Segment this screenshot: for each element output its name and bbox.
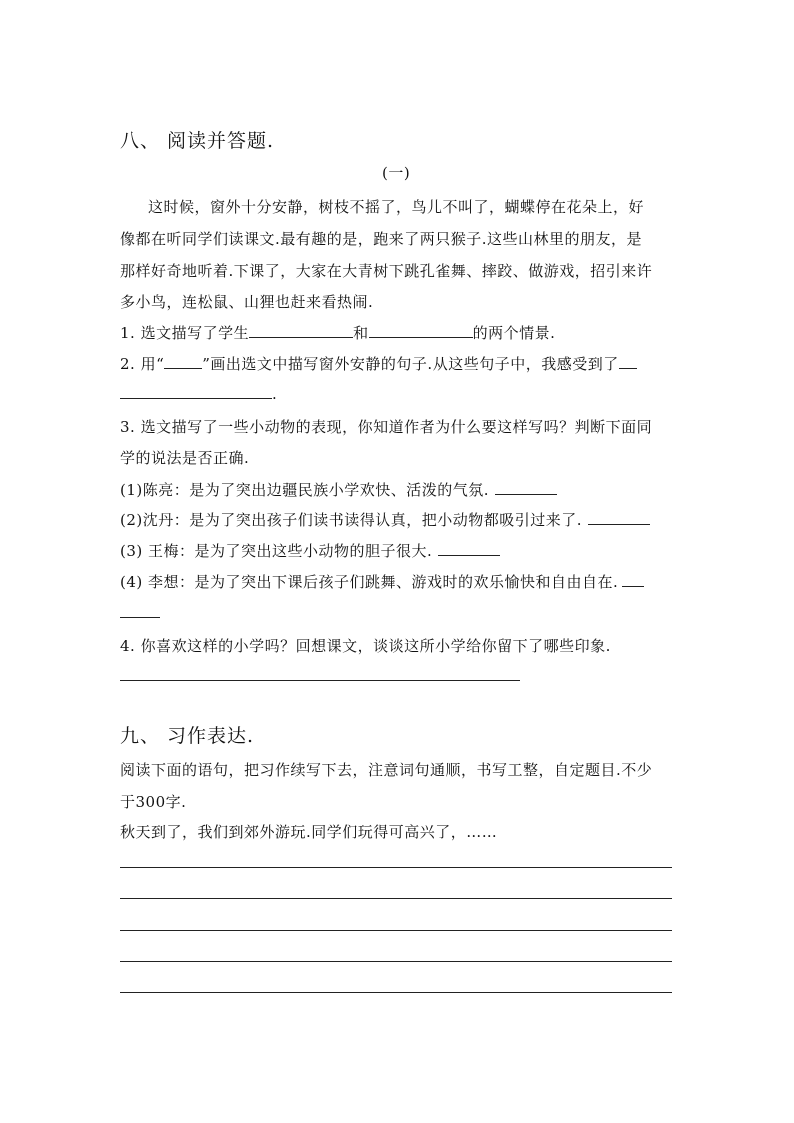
q2-mark-symbol bbox=[164, 354, 202, 369]
q2-text-b: ”画出选文中描写窗外安静的句子.从这些句子中，我感受到了 bbox=[202, 355, 619, 373]
passage-line-2: 像都在听同学们读课文.最有趣的是，跑来了两只猴子.这些山林里的朋友，是 bbox=[120, 230, 643, 248]
question-3-line-1: 3. 选文描写了一些小动物的表现，你知道作者为什么要这样写吗？判断下面同 bbox=[120, 418, 653, 436]
q2-text-a: 2. 用“ bbox=[120, 355, 165, 373]
section-8-heading: 八、 阅读并答题. bbox=[120, 130, 275, 152]
q3-option-4-blank-end[interactable] bbox=[120, 617, 160, 618]
q3-option-2-text: (2)沈丹：是为了突出孩子们读书读得认真，把小动物都吸引过来了. bbox=[120, 511, 583, 529]
passage-line-1: 这时候，窗外十分安静，树枝不摇了，鸟儿不叫了，蝴蝶停在花朵上，好 bbox=[148, 198, 645, 216]
q3-option-2-blank[interactable] bbox=[588, 510, 650, 525]
writing-instruction-line-2: 于300字. bbox=[120, 793, 187, 811]
q3-option-3-blank[interactable] bbox=[438, 541, 500, 556]
passage-subheading: (一) bbox=[382, 164, 411, 182]
writing-instruction-line-1: 阅读下面的语句，把习作续写下去，注意词句通顺，书写工整，自定题目.不少 bbox=[120, 761, 653, 779]
q3-option-1 bbox=[120, 479, 557, 500]
q3-option-4-blank-start[interactable] bbox=[622, 572, 644, 587]
q2-answer-blank-start[interactable] bbox=[619, 354, 637, 369]
section-9-heading: 九、 习作表达. bbox=[120, 725, 255, 747]
writing-line-1[interactable] bbox=[120, 867, 672, 868]
question-2 bbox=[120, 353, 637, 374]
passage-line-4: 多小鸟，连松鼠、山狸也赶来看热闹. bbox=[120, 293, 374, 311]
q2-answer-blank[interactable] bbox=[120, 384, 272, 399]
q3-option-3-text: (3) 王梅：是为了突出这些小动物的胆子很大. bbox=[120, 542, 433, 560]
q1-text-c: 的两个情景. bbox=[472, 324, 556, 342]
q3-option-4 bbox=[120, 571, 644, 592]
writing-line-5[interactable] bbox=[120, 992, 672, 993]
question-3-line-2: 学的说法是否正确. bbox=[120, 449, 250, 467]
q1-answer-blank-1[interactable] bbox=[249, 323, 353, 338]
writing-opening-sentence: 秋天到了，我们到郊外游玩.同学们玩得可高兴了，…… bbox=[120, 823, 498, 841]
writing-line-4[interactable] bbox=[120, 961, 672, 962]
q2-end: . bbox=[272, 385, 278, 403]
question-2-continued bbox=[120, 384, 277, 403]
q3-option-1-blank[interactable] bbox=[495, 480, 557, 495]
q3-option-4-text: (4) 李想：是为了突出下课后孩子们跳舞、游戏时的欢乐愉快和自由自在. bbox=[120, 573, 619, 591]
q4-answer-line[interactable] bbox=[120, 680, 520, 681]
q1-text-b: 和 bbox=[353, 324, 369, 342]
q3-option-1-text: (1)陈亮：是为了突出边疆民族小学欢快、活泼的气氛. bbox=[120, 481, 490, 499]
q1-text-a: 1. 选文描写了学生 bbox=[120, 324, 250, 342]
writing-line-3[interactable] bbox=[120, 930, 672, 931]
q3-option-2 bbox=[120, 509, 650, 530]
q3-option-3 bbox=[120, 540, 500, 561]
passage-line-3: 那样好奇地听着.下课了，大家在大青树下跳孔雀舞、摔跤、做游戏，招引来许 bbox=[120, 262, 653, 280]
question-1 bbox=[120, 322, 555, 343]
writing-line-2[interactable] bbox=[120, 898, 672, 899]
question-4: 4. 你喜欢这样的小学吗？回想课文，谈谈这所小学给你留下了哪些印象. bbox=[120, 637, 611, 655]
q1-answer-blank-2[interactable] bbox=[369, 323, 473, 338]
